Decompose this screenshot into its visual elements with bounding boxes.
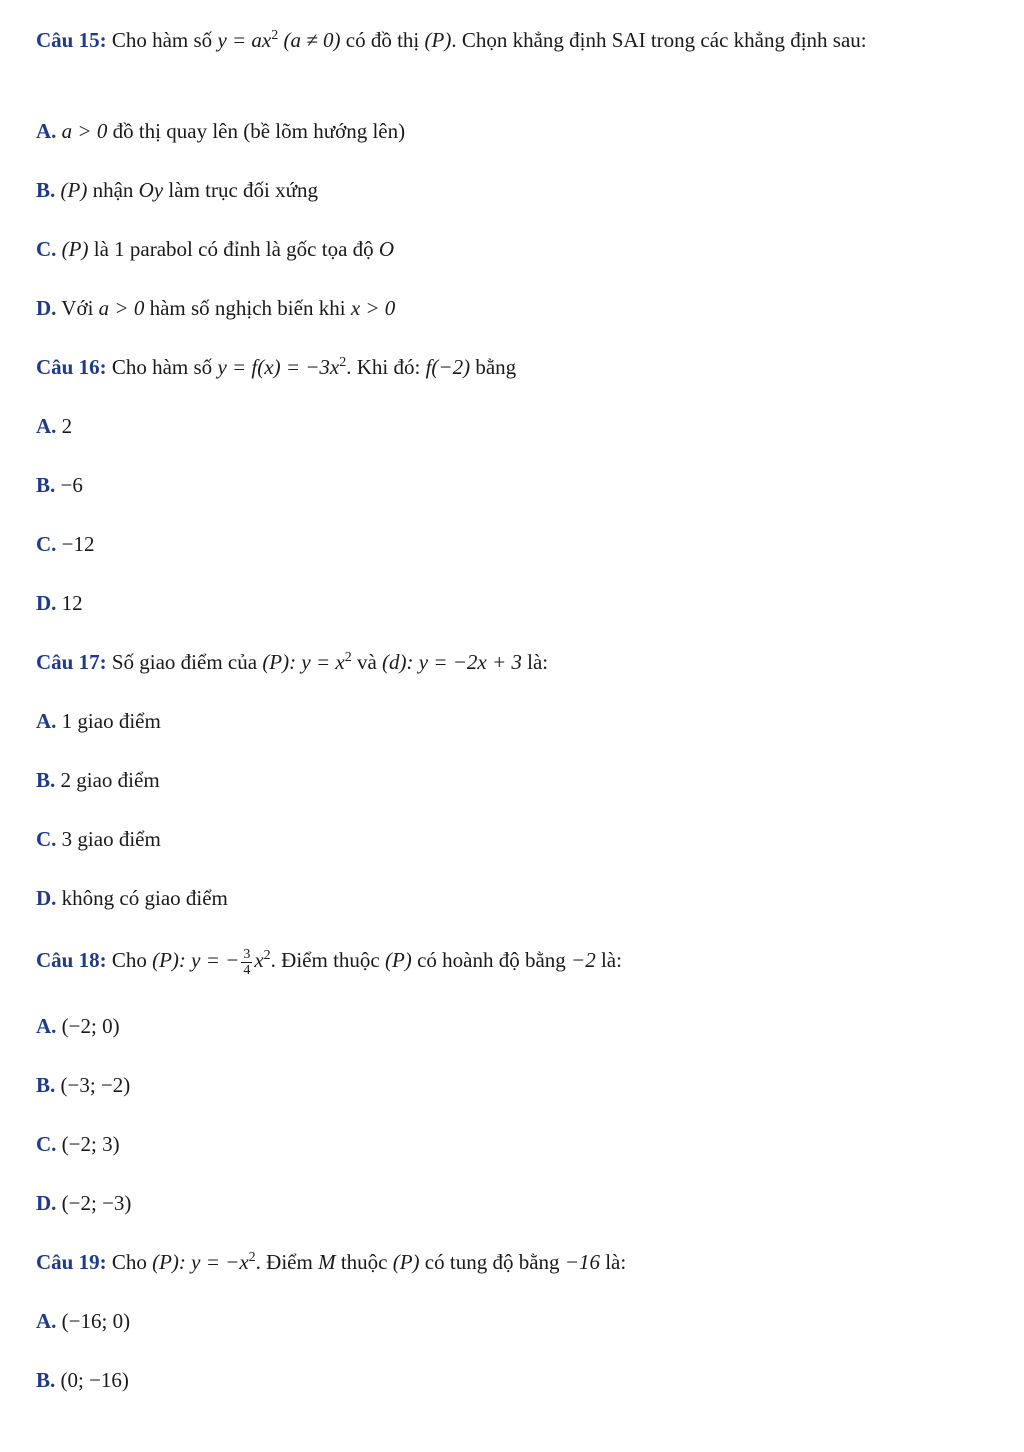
question-16-text-3: bằng <box>475 355 517 379</box>
option-math: x > 0 <box>350 296 396 320</box>
question-16-text-2: . Khi đó: <box>346 355 421 379</box>
option-math: a > 0 <box>98 296 145 320</box>
question-18-option-c[interactable] <box>36 1130 120 1158</box>
question-16-option-c[interactable] <box>36 530 95 558</box>
question-18-option-b[interactable] <box>36 1071 130 1099</box>
option-math: (P) <box>61 237 89 261</box>
question-17-text-2: và <box>356 650 377 674</box>
option-value: 2 giao điểm <box>60 768 160 792</box>
option-label: B. <box>36 1368 56 1392</box>
question-15-option-b[interactable] <box>36 176 318 204</box>
option-text: đồ thị quay lên (bề lõm hướng lên) <box>112 119 406 143</box>
option-math: Oy <box>138 178 164 202</box>
option-label: B. <box>36 1073 56 1097</box>
question-19-text-3: thuộc <box>340 1250 388 1274</box>
option-label: A. <box>36 709 57 733</box>
question-19-text-2: . Điểm <box>255 1250 313 1274</box>
option-math: (P) <box>60 178 88 202</box>
question-16-math-1: y = f(x) = −3x <box>217 355 340 379</box>
option-text: là 1 parabol có đỉnh là gốc tọa độ <box>93 237 374 261</box>
question-19-option-b[interactable] <box>36 1366 129 1394</box>
question-18-option-d[interactable] <box>36 1189 131 1217</box>
question-15-label: Câu 15: <box>36 28 107 52</box>
question-19-text-4: có tung độ bằng <box>424 1250 560 1274</box>
question-16-text-1: Cho hàm số <box>111 355 213 379</box>
question-15-text-1: Cho hàm số <box>111 28 213 52</box>
question-15-option-a[interactable] <box>36 117 405 145</box>
option-label: B. <box>36 473 56 497</box>
option-value: (−2; 0) <box>61 1014 120 1038</box>
option-label: A. <box>36 1309 57 1333</box>
option-text: hàm số nghịch biến khi <box>149 296 346 320</box>
fraction-denominator: 4 <box>243 962 251 978</box>
option-value: (−3; −2) <box>60 1073 131 1097</box>
question-17-text-1: Số giao điểm của <box>111 650 258 674</box>
option-label: C. <box>36 827 57 851</box>
question-18-stem <box>36 946 622 978</box>
question-16-label: Câu 16: <box>36 355 107 379</box>
question-18-text-4: là: <box>600 948 622 972</box>
question-18-text-2: . Điểm thuộc <box>270 948 380 972</box>
question-17-math-2: (d): y = −2x + 3 <box>382 650 522 674</box>
option-text: nhận <box>92 178 134 202</box>
question-18-option-a[interactable] <box>36 1012 120 1040</box>
question-16-option-a[interactable] <box>36 412 72 440</box>
question-15-math-3: (P) <box>424 28 452 52</box>
option-label: A. <box>36 119 57 143</box>
question-17-sup: 2 <box>344 650 352 665</box>
option-label: C. <box>36 237 57 261</box>
question-19-math-3: (P) <box>392 1250 420 1274</box>
question-17-option-a[interactable] <box>36 707 161 735</box>
question-17-option-d[interactable] <box>36 884 228 912</box>
question-19-math-2: M <box>318 1250 336 1274</box>
option-label: D. <box>36 1191 57 1215</box>
question-19-option-a[interactable] <box>36 1307 130 1335</box>
option-label: D. <box>36 591 57 615</box>
question-18-fraction <box>241 947 252 978</box>
option-text: làm trục đối xứng <box>168 178 319 202</box>
question-15-text-3: . Chọn khẳng định SAI trong các khẳng định sau: <box>451 28 867 52</box>
question-19-text-5: là: <box>605 1250 627 1274</box>
option-label: A. <box>36 414 57 438</box>
question-18-text-3: có hoành độ bằng <box>417 948 566 972</box>
question-19-label: Câu 19: <box>36 1250 107 1274</box>
option-value: 2 <box>61 414 73 438</box>
option-value: −12 <box>61 532 95 556</box>
question-18-math-4: −2 <box>571 948 596 972</box>
question-17-text-3: là: <box>527 650 549 674</box>
fraction-numerator: 3 <box>243 946 251 962</box>
question-16-option-b[interactable] <box>36 471 83 499</box>
option-value: −6 <box>60 473 83 497</box>
option-value: 12 <box>61 591 83 615</box>
option-math: O <box>378 237 395 261</box>
question-19-math-4: −16 <box>564 1250 600 1274</box>
option-value: 1 giao điểm <box>61 709 161 733</box>
option-label: B. <box>36 768 56 792</box>
option-label: D. <box>36 296 57 320</box>
question-15-stem <box>36 22 976 58</box>
question-18-math-2: x <box>254 948 264 972</box>
option-value: 3 giao điểm <box>61 827 161 851</box>
question-15-sup: 2 <box>271 28 279 43</box>
question-19-math-1: (P): y = −x <box>152 1250 249 1274</box>
question-17-label: Câu 17: <box>36 650 107 674</box>
question-17-option-b[interactable] <box>36 766 160 794</box>
question-15-option-d[interactable] <box>36 294 395 322</box>
question-18-label: Câu 18: <box>36 948 107 972</box>
question-16-math-2: f(−2) <box>425 355 471 379</box>
option-label: D. <box>36 886 57 910</box>
question-16-option-d[interactable] <box>36 589 83 617</box>
question-17-option-c[interactable] <box>36 825 161 853</box>
question-17-math-1: (P): y = x <box>262 650 345 674</box>
question-18-math-3: (P) <box>384 948 412 972</box>
question-19-stem <box>36 1248 626 1276</box>
question-18-text-1: Cho <box>111 948 147 972</box>
option-label: C. <box>36 1132 57 1156</box>
option-math: a > 0 <box>61 119 108 143</box>
option-value: (−2; 3) <box>61 1132 120 1156</box>
option-label: A. <box>36 1014 57 1038</box>
question-18-sup: 2 <box>263 948 271 963</box>
option-value: (−16; 0) <box>61 1309 131 1333</box>
option-value: không có giao điểm <box>61 886 228 910</box>
question-15-text-2: có đồ thị <box>345 28 420 52</box>
option-label: B. <box>36 178 56 202</box>
option-text: Với <box>61 296 94 320</box>
option-value: (0; −16) <box>60 1368 129 1392</box>
question-15-math-1: y = ax <box>217 28 272 52</box>
question-15-option-c[interactable] <box>36 235 394 263</box>
question-19-text-1: Cho <box>111 1250 147 1274</box>
question-19-sup: 2 <box>248 1250 256 1265</box>
question-17-stem <box>36 648 548 676</box>
option-value: (−2; −3) <box>61 1191 132 1215</box>
question-18-math-1: (P): y = − <box>152 948 240 972</box>
question-16-stem <box>36 353 516 381</box>
option-label: C. <box>36 532 57 556</box>
question-15-math-2: (a ≠ 0) <box>283 28 341 52</box>
question-16-sup: 2 <box>339 355 347 370</box>
